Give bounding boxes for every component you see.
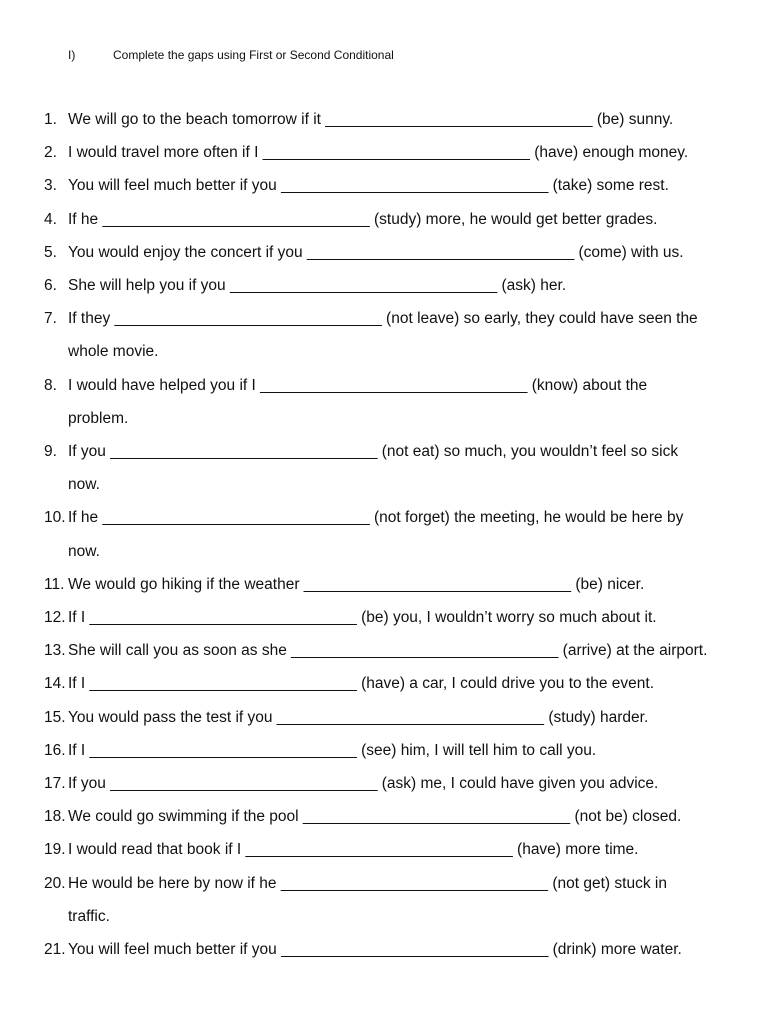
- item-number: 13.: [44, 642, 66, 660]
- item-number: 6.: [44, 277, 57, 295]
- item-text-line: We will go to the beach tomorrow if it _______________________________ (be) sunny.: [68, 111, 674, 128]
- exercise-item: [0, 103, 768, 136]
- item-text-line: I would read that book if I _______________________________ (have) more time.: [68, 841, 639, 859]
- exercise-item: [0, 767, 768, 800]
- exercise-item: [0, 667, 768, 700]
- exercise-item: [0, 933, 768, 966]
- exercise-item: [0, 136, 768, 169]
- item-number: 21.: [44, 941, 66, 959]
- item-number: 1.: [44, 111, 57, 128]
- item-text-line: We could go swimming if the pool _______________________________ (not be) closed.: [68, 808, 682, 826]
- exercise-item: [0, 236, 768, 269]
- exercise-numeral: I): [68, 48, 76, 62]
- exercise-item: [0, 568, 768, 601]
- exercise-item: [0, 269, 768, 302]
- item-number: 20.: [44, 874, 66, 892]
- item-number: 19.: [44, 841, 66, 859]
- item-number: 10.: [44, 509, 66, 527]
- exercise-item: [0, 369, 768, 435]
- item-text-line: If he _______________________________ (study) more, he would get better grades.: [68, 210, 658, 228]
- item-text-line: She will call you as soon as she _______________________________ (arrive) at the airport.: [68, 642, 708, 660]
- item-text-line: traffic.: [68, 907, 110, 925]
- item-text-line: If I _______________________________ (be) you, I wouldn’t worry so much about it.: [68, 609, 657, 627]
- item-text-line: problem.: [68, 409, 129, 427]
- exercise-item: [0, 701, 768, 734]
- exercise-item: [0, 601, 768, 634]
- item-number: 4.: [44, 210, 57, 228]
- item-text-line: I would have helped you if I _______________________________ (know) about the: [68, 376, 648, 394]
- item-number: 16.: [44, 741, 66, 759]
- exercise-item: [0, 867, 768, 933]
- item-number: 5.: [44, 243, 57, 261]
- item-number: 3.: [44, 177, 57, 195]
- item-text-line: If you _______________________________ (not eat) so much, you wouldn’t feel so sick: [68, 443, 679, 461]
- item-text-line: I would travel more often if I _______________________________ (have) enough money.: [68, 144, 689, 162]
- item-number: 2.: [44, 144, 57, 162]
- item-text-line: You will feel much better if you _______________________________ (drink) more water.: [68, 941, 682, 959]
- exercise-item: [0, 169, 768, 202]
- exercise-item: [0, 734, 768, 767]
- exercise-item: [0, 435, 768, 501]
- item-text-line: now.: [68, 542, 100, 560]
- exercise-item: [0, 501, 768, 567]
- item-text-line: You would enjoy the concert if you _______________________________ (come) with us.: [68, 243, 684, 261]
- item-text-line: You would pass the test if you _______________________________ (study) harder.: [68, 708, 649, 726]
- item-text-line: whole movie.: [68, 343, 159, 361]
- item-text-line: We would go hiking if the weather _______________________________ (be) nicer.: [68, 575, 645, 593]
- item-number: 17.: [44, 775, 66, 793]
- item-text-line: If he _______________________________ (not forget) the meeting, he would be here by: [68, 509, 684, 527]
- item-text-line: She will help you if you _______________________________ (ask) her.: [68, 277, 567, 295]
- exercise-item: [0, 833, 768, 866]
- item-number: 8.: [44, 376, 57, 394]
- item-text-line: If they _______________________________ (not leave) so early, they could have seen the: [68, 310, 698, 328]
- item-text-line: He would be here by now if he _______________________________ (not get) stuck in: [68, 874, 667, 892]
- exercise-item: [0, 634, 768, 667]
- item-text-line: If you _______________________________ (ask) me, I could have given you advice.: [68, 775, 659, 793]
- item-number: 14.: [44, 675, 66, 693]
- exercise-instruction: Complete the gaps using First or Second Conditional: [113, 48, 394, 62]
- item-number: 7.: [44, 310, 57, 328]
- item-text-line: You will feel much better if you _______________________________ (take) some rest.: [68, 177, 669, 195]
- item-number: 12.: [44, 609, 66, 627]
- exercise-item: [0, 203, 768, 236]
- item-number: 15.: [44, 708, 66, 726]
- item-text-line: If I _______________________________ (have) a car, I could drive you to the event.: [68, 675, 655, 693]
- item-text-line: If I _______________________________ (see) him, I will tell him to call you.: [68, 741, 597, 759]
- item-text-line: now.: [68, 476, 100, 494]
- exercise-item: [0, 302, 768, 368]
- item-number: 11.: [44, 575, 65, 593]
- exercise-list: [0, 103, 768, 966]
- exercise-heading: [68, 47, 394, 63]
- item-number: 18.: [44, 808, 66, 826]
- item-number: 9.: [44, 443, 57, 461]
- exercise-item: [0, 800, 768, 833]
